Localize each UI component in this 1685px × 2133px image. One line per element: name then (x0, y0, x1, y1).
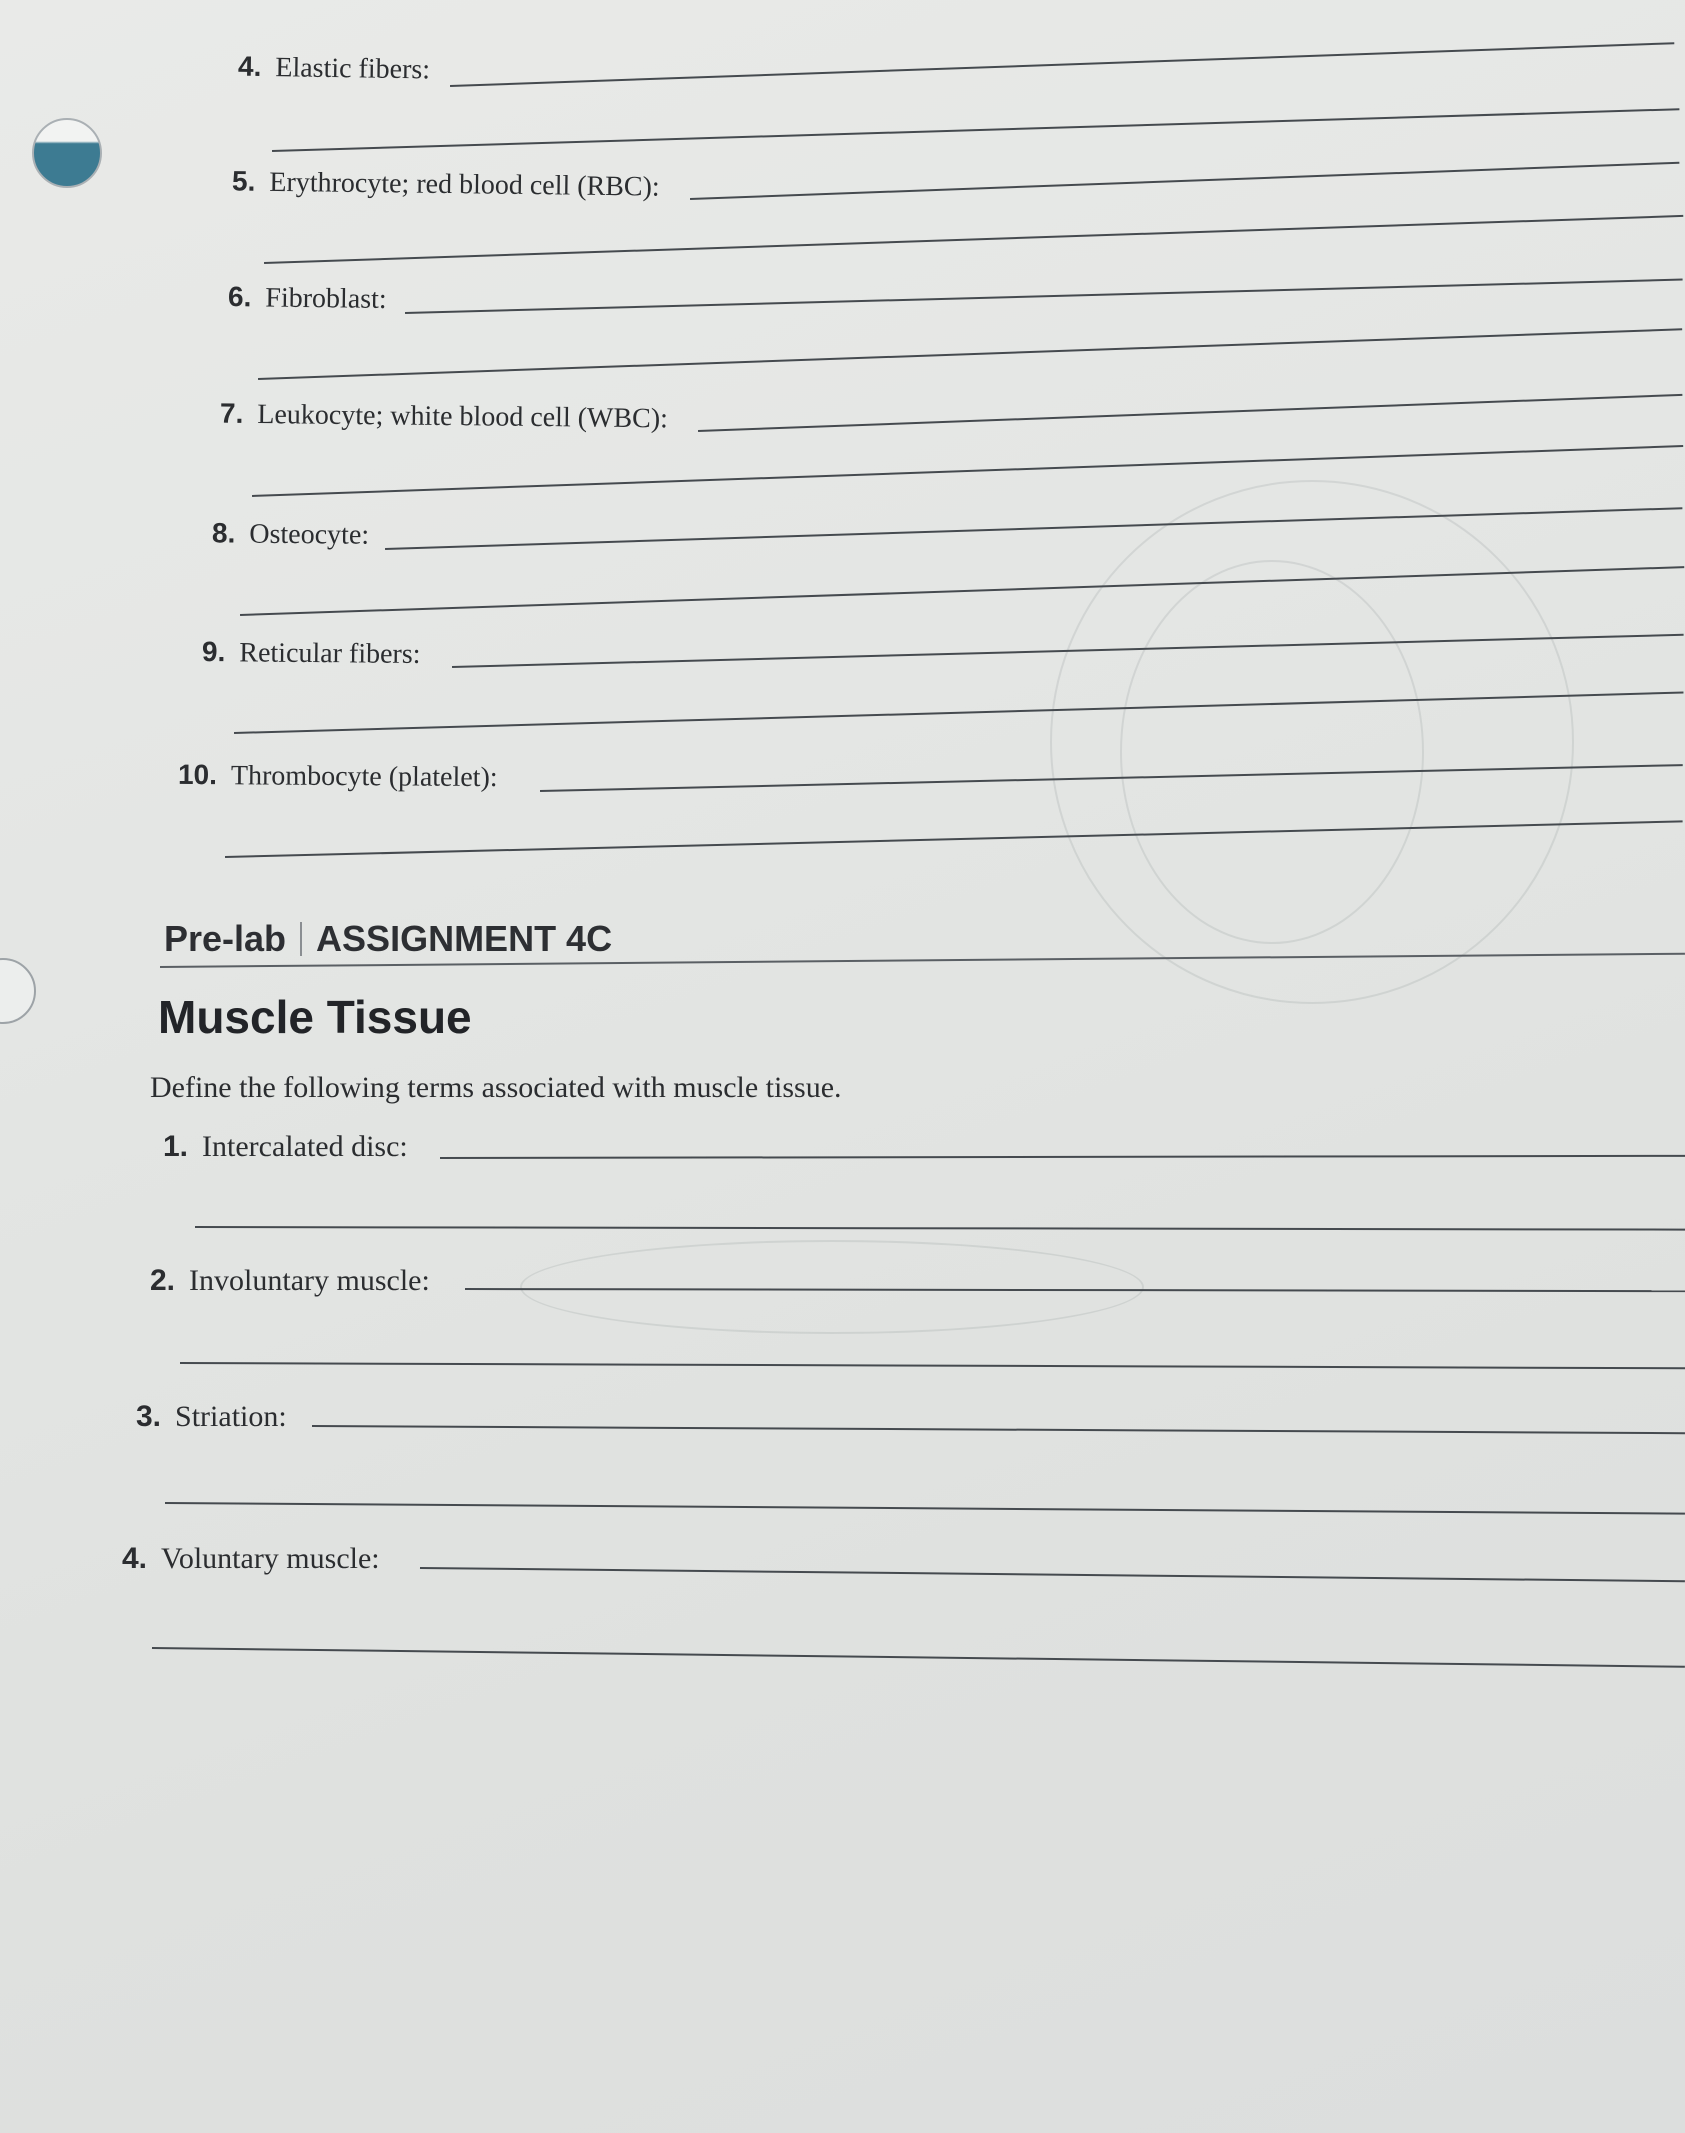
answer-line[interactable] (312, 1425, 1685, 1434)
binder-hole (0, 958, 36, 1024)
faint-illustration (1120, 560, 1424, 944)
term-item-erythrocyte: 5. Erythrocyte; red blood cell (RBC): (231, 165, 660, 203)
section-label: Pre-lab ASSIGNMENT 4C (164, 918, 613, 959)
answer-line[interactable] (698, 394, 1682, 432)
term-item-reticular-fibers: 9. Reticular fibers: (201, 636, 421, 670)
term-item-leukocyte: 7. Leukocyte; white blood cell (WBC): (219, 397, 669, 435)
answer-line[interactable] (264, 215, 1683, 264)
term-item-involuntary-muscle: 2. Involuntary muscle: (150, 1264, 430, 1297)
answer-line[interactable] (690, 162, 1679, 200)
page-title: Muscle Tissue (158, 991, 472, 1043)
answer-line[interactable] (420, 1567, 1685, 1582)
answer-line[interactable] (252, 445, 1683, 497)
instructions: Define the following terms associated with muscle tissue. (150, 1071, 842, 1104)
answer-line[interactable] (195, 1226, 1685, 1231)
answer-line[interactable] (450, 42, 1674, 87)
term-item-striation: 3. Striation: (136, 1400, 287, 1433)
term-item-thrombocyte: 10. Thrombocyte (platelet): (177, 758, 498, 794)
answer-line[interactable] (440, 1155, 1685, 1159)
answer-line[interactable] (165, 1502, 1685, 1515)
answer-line[interactable] (385, 507, 1682, 550)
term-item-intercalated-disc: 1. Intercalated disc: (163, 1130, 408, 1163)
term-item-fibroblast: 6. Fibroblast: (227, 281, 387, 315)
answer-line[interactable] (272, 108, 1679, 152)
answer-line[interactable] (258, 328, 1682, 380)
term-item-elastic-fibers: 4. Elastic fibers: (237, 50, 431, 86)
faint-illustration (520, 1240, 1144, 1334)
answer-line[interactable] (180, 1362, 1685, 1369)
divider (300, 922, 302, 956)
binder-hole (32, 118, 102, 188)
answer-line[interactable] (152, 1647, 1685, 1668)
term-item-voluntary-muscle: 4. Voluntary muscle: (122, 1542, 380, 1575)
term-item-osteocyte: 8. Osteocyte: (211, 517, 370, 551)
answer-line[interactable] (405, 279, 1683, 314)
